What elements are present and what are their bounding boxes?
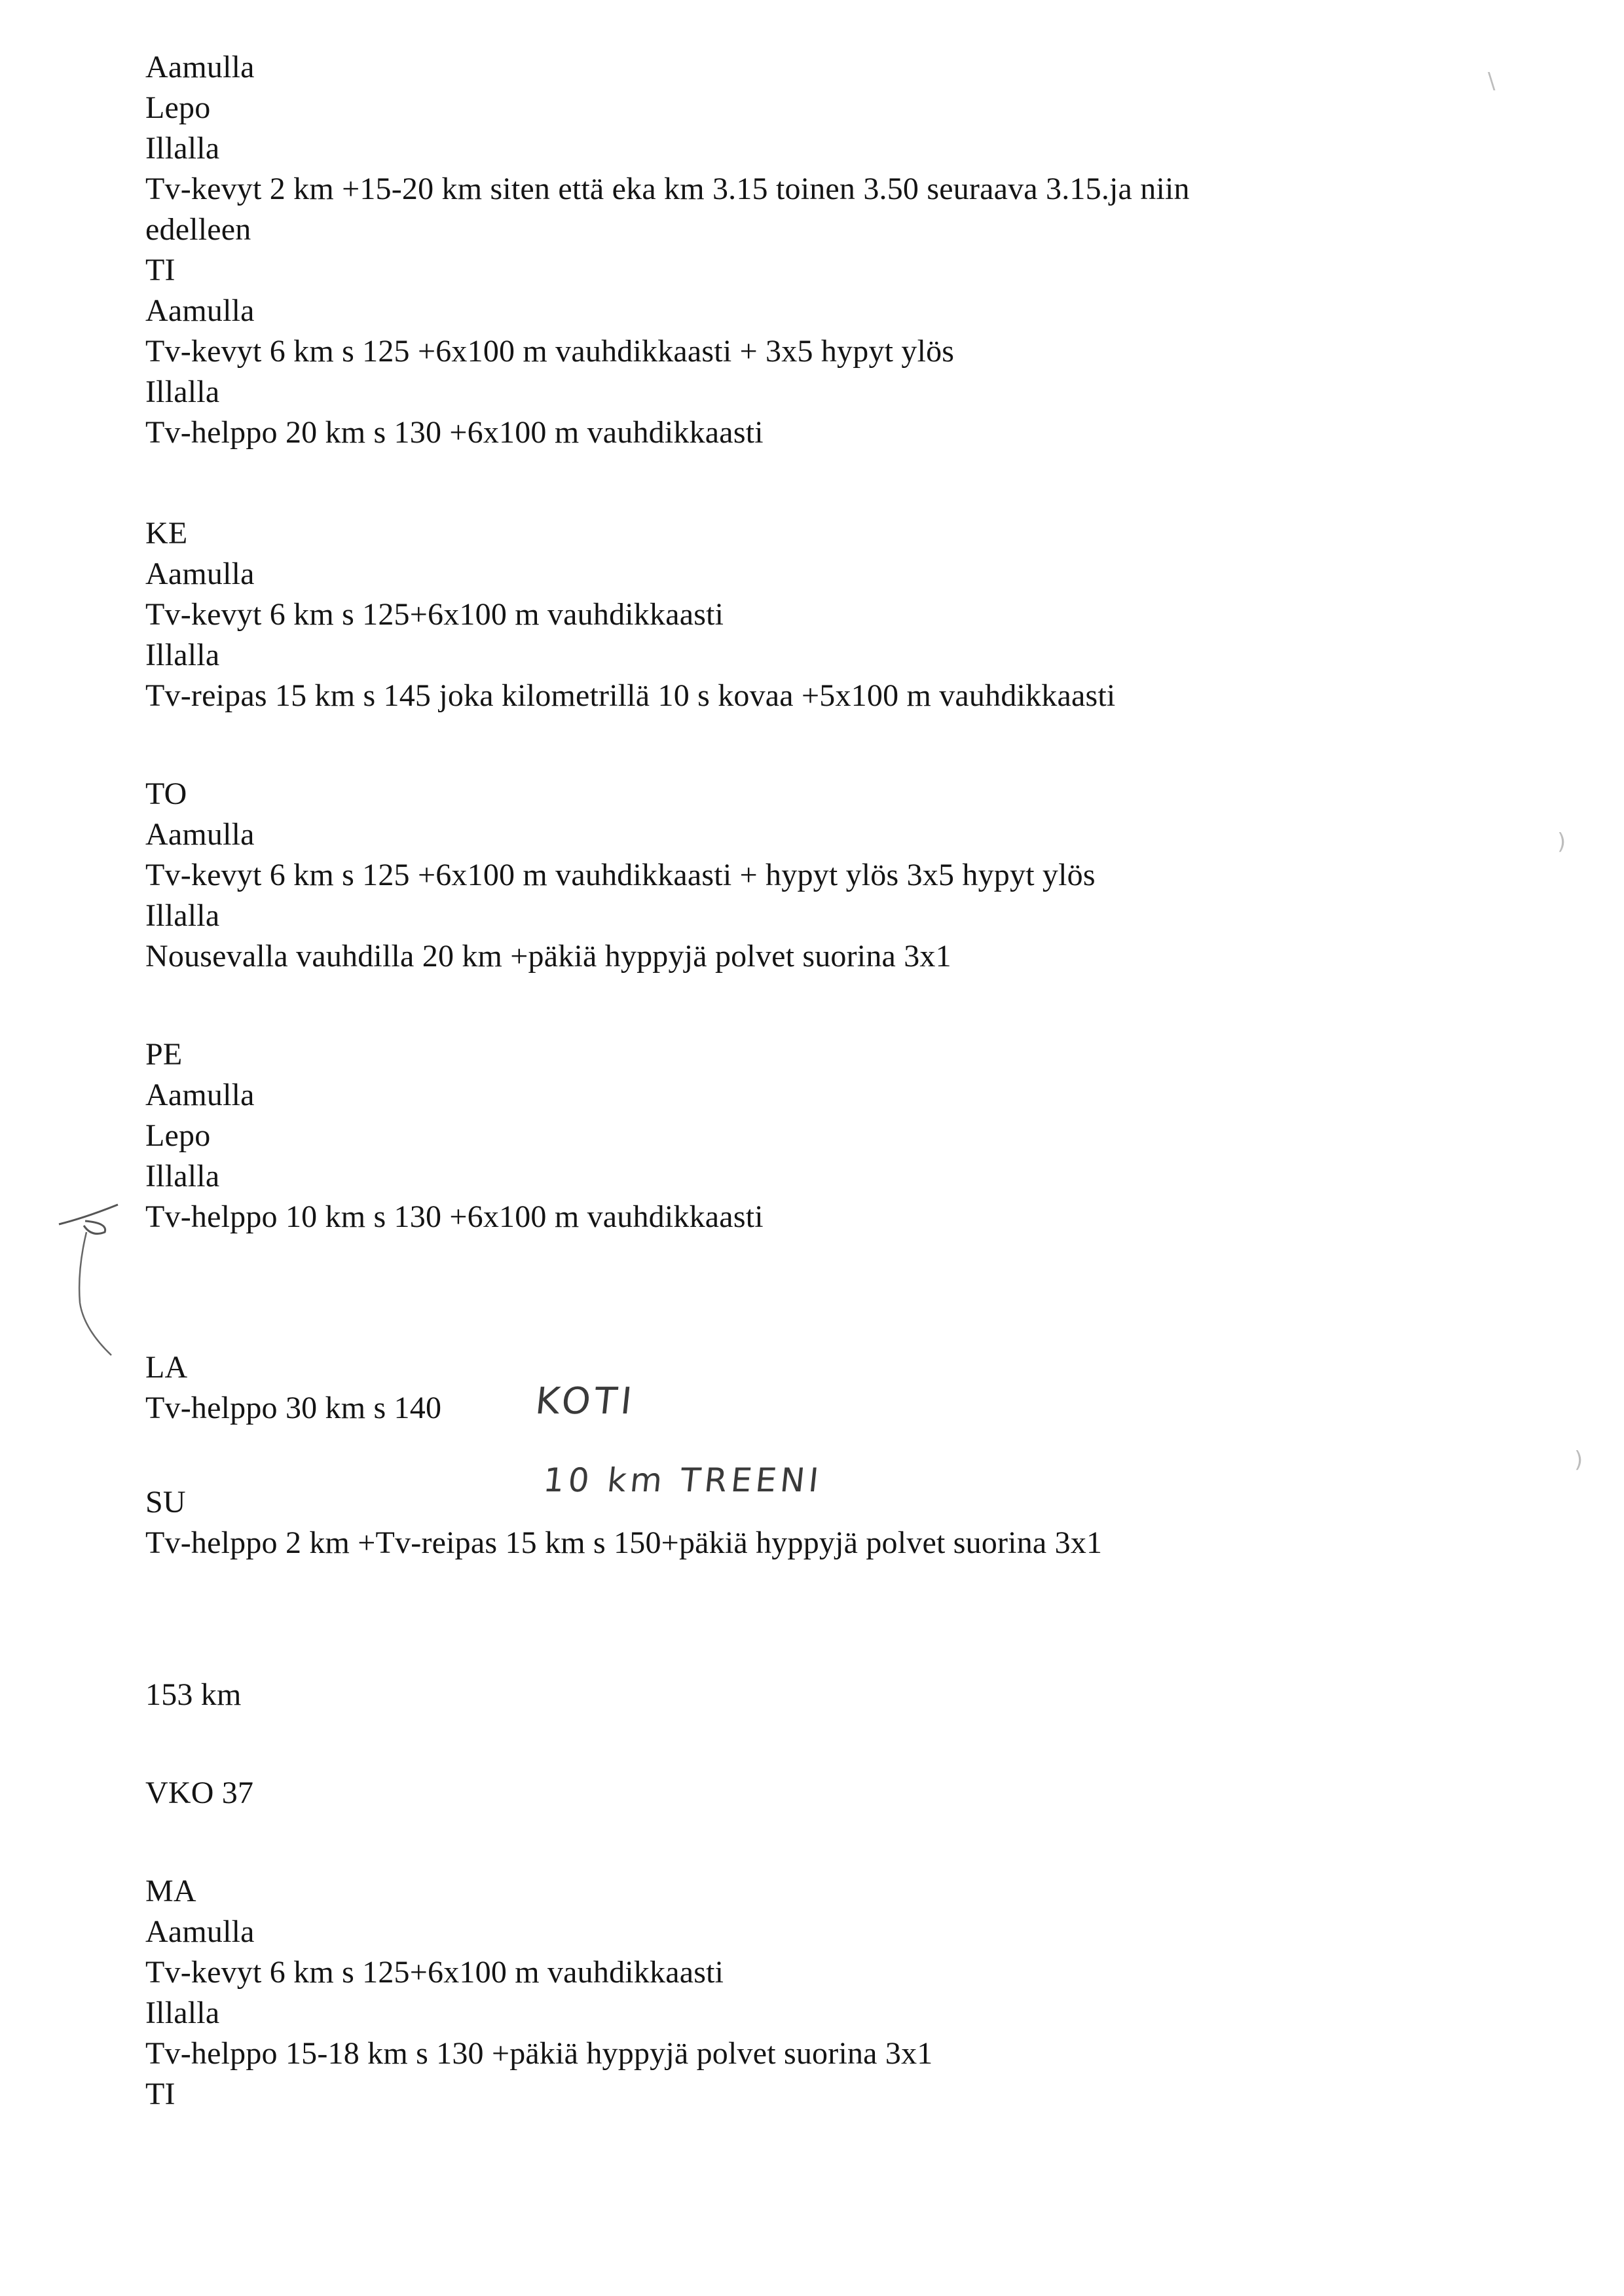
text-line: Aamulla [145, 1914, 255, 1949]
text-line: Tv-kevyt 2 km +15-20 km siten että eka km 3.15 toinen 3.50 seuraava 3.15.ja niin [145, 172, 1190, 206]
day-heading: MA [145, 1874, 196, 1908]
text-line: Illalla [145, 638, 220, 672]
weekly-total: 153 km [145, 1677, 242, 1712]
text-line: Tv-kevyt 6 km s 125+6x100 m vauhdikkaasti [145, 1955, 724, 1990]
text-line: Illalla [145, 131, 220, 166]
text-line: Nousevalla vauhdilla 20 km +päkiä hyppyjä polvet suorina 3x1 [145, 939, 951, 974]
text-line: Tv-helppo 30 km s 140 [145, 1391, 442, 1425]
handwritten-pen-mark [46, 1192, 138, 1362]
text-line: Tv-kevyt 6 km s 125 +6x100 m vauhdikkaasti + 3x5 hypyt ylös [145, 334, 955, 369]
scan-speck: ) [1574, 1447, 1583, 1473]
day-heading: PE [145, 1037, 183, 1072]
day-heading: TI [145, 2077, 175, 2111]
text-line: Aamulla [145, 293, 255, 328]
handwritten-note-treeni: 10 km TREENI [541, 1461, 824, 1499]
text-line: Illalla [145, 374, 220, 409]
week-heading: VKO 37 [145, 1776, 254, 1810]
text-line: Illalla [145, 1159, 220, 1194]
day-heading: SU [145, 1485, 186, 1520]
text-line: Lepo [145, 1118, 211, 1153]
text-line: Illalla [145, 898, 220, 933]
text-line: Aamulla [145, 817, 255, 852]
text-line: edelleen [145, 212, 251, 247]
text-line: Illalla [145, 1995, 220, 2030]
scan-speck: \ [1488, 68, 1496, 94]
text-line: Tv-helppo 10 km s 130 +6x100 m vauhdikkaasti [145, 1199, 764, 1234]
text-line: Tv-reipas 15 km s 145 joka kilometrillä 10 s kovaa +5x100 m vauhdikkaasti [145, 678, 1116, 713]
day-heading: TO [145, 776, 187, 811]
text-line: Tv-helppo 20 km s 130 +6x100 m vauhdikkaasti [145, 415, 764, 450]
text-line: Aamulla [145, 556, 255, 591]
handwritten-note-koti: KOTI [533, 1380, 638, 1423]
text-line: Tv-kevyt 6 km s 125 +6x100 m vauhdikkaasti + hypyt ylös 3x5 hypyt ylös [145, 858, 1096, 892]
day-heading: LA [145, 1350, 188, 1385]
day-heading: KE [145, 516, 188, 551]
text-line: Tv-helppo 2 km +Tv-reipas 15 km s 150+päkiä hyppyjä polvet suorina 3x1 [145, 1525, 1103, 1560]
day-heading: TI [145, 253, 175, 287]
text-line: Lepo [145, 90, 211, 125]
text-line: Tv-helppo 15-18 km s 130 +päkiä hyppyjä polvet suorina 3x1 [145, 2036, 933, 2071]
text-line: Aamulla [145, 50, 255, 84]
text-line: Aamulla [145, 1078, 255, 1112]
text-line: Tv-kevyt 6 km s 125+6x100 m vauhdikkaasti [145, 597, 724, 632]
scan-speck: ) [1557, 829, 1566, 855]
